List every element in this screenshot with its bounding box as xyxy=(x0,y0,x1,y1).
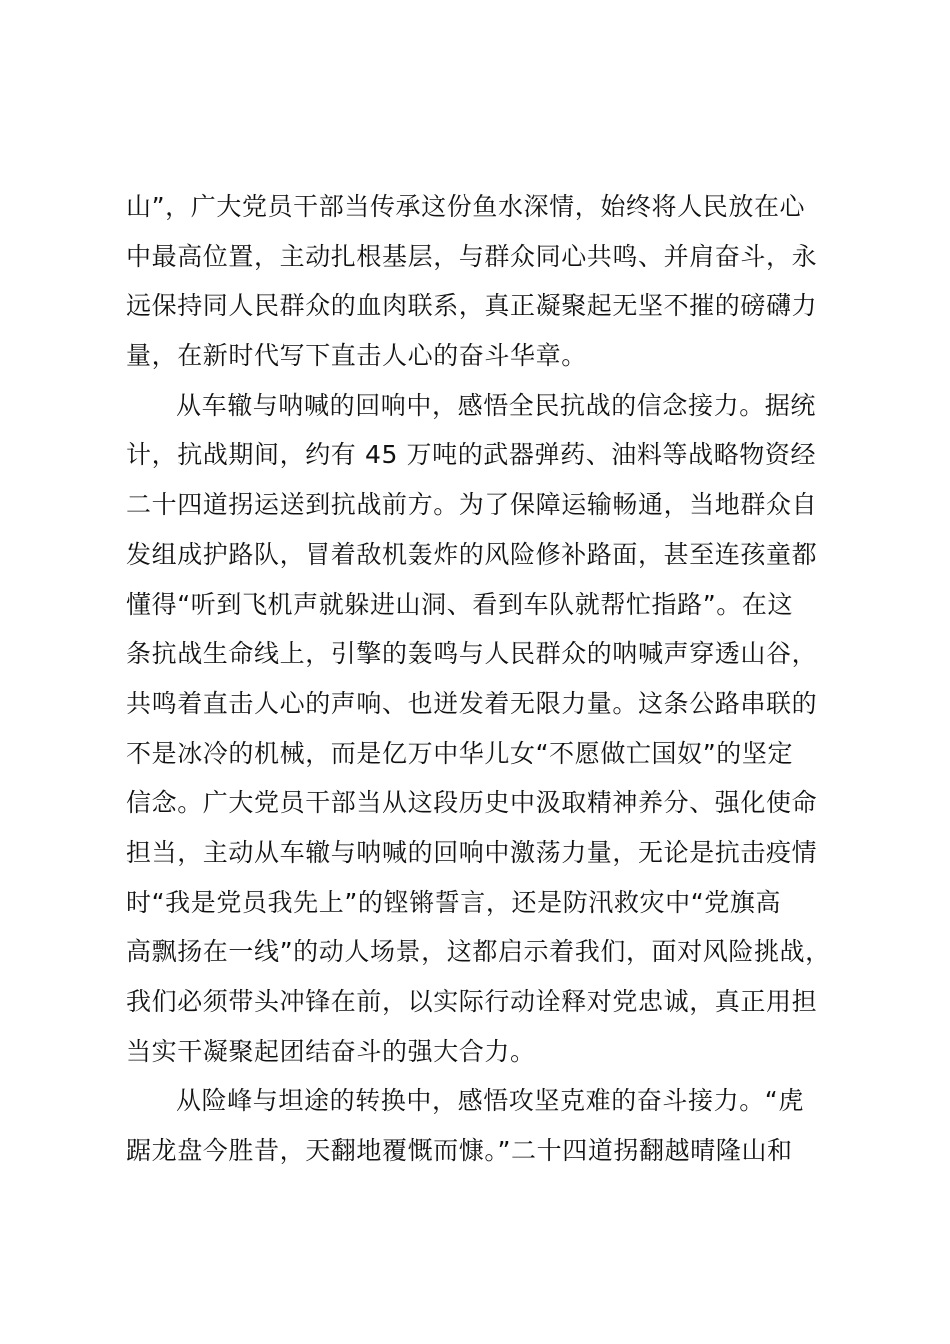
paragraph-1-line-1: 山”，广大党员干部当传承这份鱼水深情，始终将人民放在心 xyxy=(126,192,806,221)
paragraph-2-line-6: 条抗战生命线上，引擎的轰鸣与人民群众的呐喊声穿透山谷， xyxy=(126,639,818,669)
paragraph-1 xyxy=(126,182,838,381)
paragraph-3-line-2: 踞龙盘今胜昔，天翻地覆慨而慷。”二十四道拐翻越晴隆山和 xyxy=(126,1136,793,1166)
paragraph-3 xyxy=(126,1076,838,1175)
paragraph-2-line-4: 发组成护路队，冒着敌机轰炸的风险修补路面，甚至连孩童都 xyxy=(126,539,818,569)
paragraph-2-line-3: 二十四道拐运送到抗战前方。为了保障运输畅通，当地群众自 xyxy=(126,490,818,520)
paragraph-1-line-3: 远保持同人民群众的血肉联系，真正凝聚起无坚不摧的磅礴力 xyxy=(126,291,818,321)
paragraph-2-line-14: 当实干凝聚起团结奋斗的强大合力。 xyxy=(126,1036,536,1066)
paragraph-2-line-9: 信念。广大党员干部当从这段历史中汲取精神养分、强化使命 xyxy=(126,788,818,818)
paragraph-2-line-8: 不是冰冷的机械，而是亿万中华儿女“不愿做亡国奴”的坚定 xyxy=(126,738,794,768)
paragraph-2-line-11: 时“我是党员我先上”的铿锵誓言，还是防汛救灾中“党旗高 xyxy=(126,887,782,917)
paragraph-2-line-2: 计，抗战期间，约有 45 万吨的武器弹药、油料等战略物资经 xyxy=(126,440,817,470)
paragraph-2-line-13: 我们必须带头冲锋在前，以实际行动诠释对党忠诚，真正用担 xyxy=(126,987,818,1016)
paragraph-2-line-5: 懂得“听到飞机声就躲进山洞、看到车队就帮忙指路”。在这 xyxy=(126,589,794,619)
paragraph-3-line-1: 从险峰与坦途的转换中，感悟攻坚克难的奋斗接力。“虎 xyxy=(176,1086,804,1116)
document-body xyxy=(126,182,838,1176)
paragraph-2-line-7: 共鸣着直击人心的声响、也迸发着无限力量。这条公路串联的 xyxy=(126,688,818,718)
paragraph-2 xyxy=(126,381,838,1077)
paragraph-2-line-12: 高飘扬在一线”的动人场景，这都启示着我们，面对风险挑战， xyxy=(126,937,831,967)
paragraph-1-line-2: 中最高位置，主动扎根基层，与群众同心共鸣、并肩奋斗，永 xyxy=(126,241,818,271)
paragraph-1-line-4: 量，在新时代写下直击人心的奋斗华章。 xyxy=(126,341,587,371)
paragraph-2-line-10: 担当，主动从车辙与呐喊的回响中激荡力量，无论是抗击疫情 xyxy=(126,837,818,867)
paragraph-2-line-1: 从车辙与呐喊的回响中，感悟全民抗战的信念接力。据统 xyxy=(176,390,817,420)
